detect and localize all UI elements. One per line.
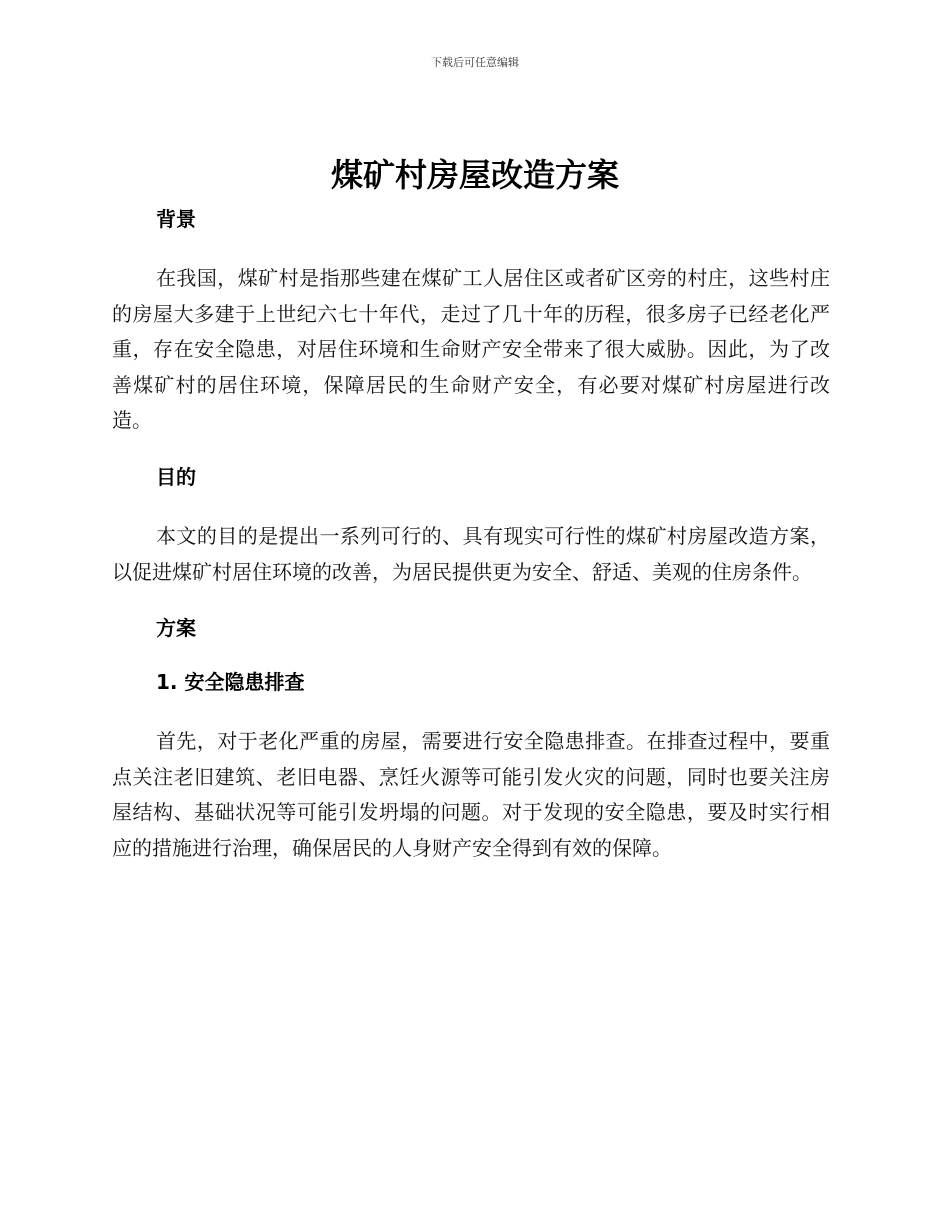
section-plan bbox=[112, 612, 830, 644]
section-heading: 背景 bbox=[156, 207, 196, 231]
section-paragraph: 首先，对于老化严重的房屋，需要进行安全隐患排查。在排查过程中，要重点关注老旧建筑、老旧电器、烹饪火源等可能引发火灾的问题，同时也要关注房屋结构、基础状况等可能引发坍塌的问题。对于发现的安全隐患，要及时实行相应的措施进行治理，确保居民的人身财产安全得到有效的保障。 bbox=[112, 729, 830, 860]
section-background bbox=[112, 203, 830, 439]
header-note: 下载后可任意编辑 bbox=[431, 56, 519, 69]
section-heading: 目的 bbox=[156, 464, 196, 489]
document-body bbox=[112, 203, 830, 867]
document-title: 煤矿村房屋改造方案 bbox=[330, 156, 619, 194]
section-paragraph: 在我国，煤矿村是指那些建在煤矿工人居住区或者矿区旁的村庄，这些村庄的房屋大多建于上世纪六七十年代，走过了几十年的历程，很多房子已经老化严重，存在安全隐患，对居住环境和生命财产安全带来了很大威胁。因此，为了改善煤矿村的居住环境，保障居民的生命财产安全，有必要对煤矿村房屋进行改造。 bbox=[112, 266, 830, 433]
section-purpose bbox=[112, 461, 830, 590]
section-heading: 方案 bbox=[156, 616, 196, 641]
section-heading: 1. 安全隐患排查 bbox=[156, 670, 305, 695]
section-paragraph: 本文的目的是提出一系列可行的、具有现实可行性的煤矿村房屋改造方案，以促进煤矿村居住环境的改善，为居民提供更为安全、舒适、美观的住房条件。 bbox=[112, 523, 830, 584]
section-safety-inspection bbox=[112, 666, 830, 866]
